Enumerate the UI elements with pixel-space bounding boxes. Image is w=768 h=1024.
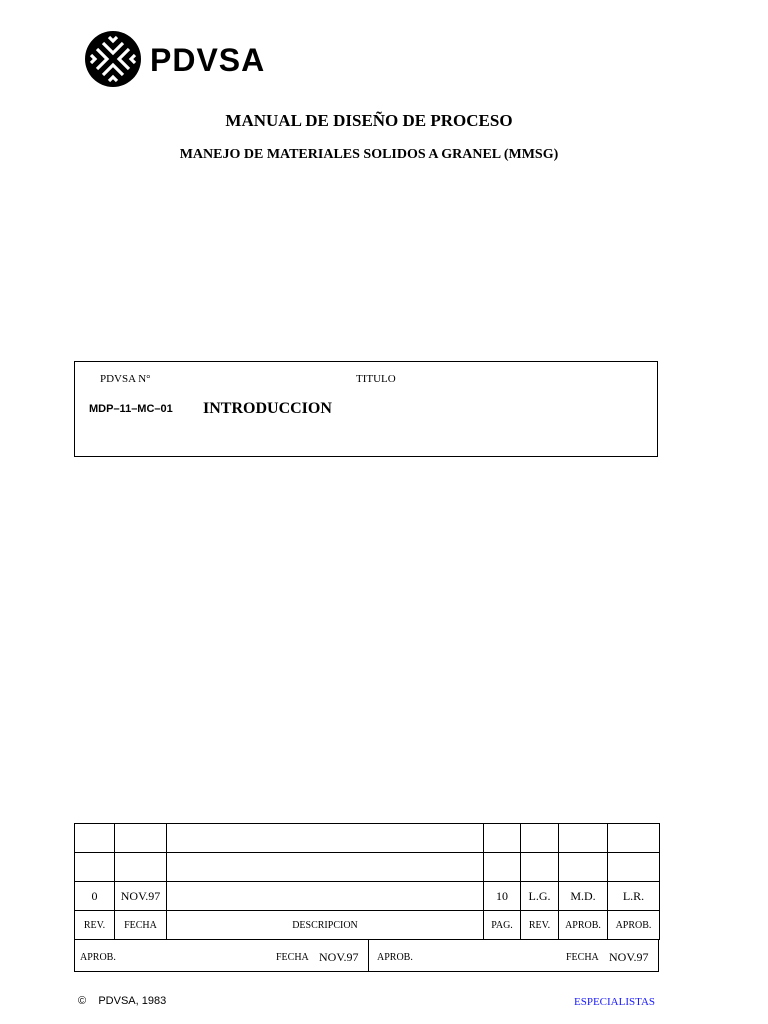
document-title-label: TITULO bbox=[356, 373, 396, 385]
approval-right-label: APROB. bbox=[377, 952, 413, 963]
revision-date: NOV.97 bbox=[115, 882, 167, 911]
column-header: DESCRIPCION bbox=[167, 911, 484, 940]
approval-left-label: APROB. bbox=[80, 952, 116, 963]
column-header: APROB. bbox=[559, 911, 608, 940]
table-cell bbox=[75, 824, 115, 853]
table-row bbox=[75, 882, 660, 911]
table-cell bbox=[484, 824, 521, 853]
table-row bbox=[75, 853, 660, 882]
table-cell bbox=[75, 853, 115, 882]
revision-table bbox=[74, 823, 660, 940]
table-header-row bbox=[75, 911, 660, 940]
approval-right-date: NOV.97 bbox=[609, 950, 649, 964]
column-header: PAG. bbox=[484, 911, 521, 940]
approval-right-date-label: FECHA bbox=[566, 952, 599, 963]
revision-reviewer: L.G. bbox=[521, 882, 559, 911]
revision-description bbox=[167, 882, 484, 911]
column-header: FECHA bbox=[115, 911, 167, 940]
column-header: REV. bbox=[521, 911, 559, 940]
table-cell bbox=[115, 824, 167, 853]
brand-name: PDVSA bbox=[150, 42, 266, 78]
table-cell bbox=[608, 824, 660, 853]
table-cell bbox=[115, 853, 167, 882]
table-cell bbox=[521, 853, 559, 882]
approval-left-date: NOV.97 bbox=[319, 950, 359, 964]
revision-approver-2: L.R. bbox=[608, 882, 660, 911]
column-header: REV. bbox=[75, 911, 115, 940]
table-cell bbox=[559, 853, 608, 882]
revision-approver-1: M.D. bbox=[559, 882, 608, 911]
approval-divider bbox=[368, 940, 369, 972]
table-cell bbox=[559, 824, 608, 853]
table-cell bbox=[608, 853, 660, 882]
document-number-label: PDVSA N° bbox=[100, 373, 151, 385]
manual-subtitle: MANEJO DE MATERIALES SOLIDOS A GRANEL (MMSG) bbox=[179, 147, 559, 162]
column-header: APROB. bbox=[608, 911, 660, 940]
table-row bbox=[75, 824, 660, 853]
document-title: INTRODUCCION bbox=[203, 400, 332, 417]
revision-pages: 10 bbox=[484, 882, 521, 911]
document-number: MDP–11–MC–01 bbox=[89, 403, 173, 415]
table-cell bbox=[521, 824, 559, 853]
manual-title: MANUAL DE DISEÑO DE PROCESO bbox=[225, 111, 513, 130]
table-cell bbox=[167, 853, 484, 882]
table-cell bbox=[167, 824, 484, 853]
approval-left-date-label: FECHA bbox=[276, 952, 309, 963]
specialists-link[interactable]: ESPECIALISTAS bbox=[574, 996, 656, 1008]
revision-number: 0 bbox=[75, 882, 115, 911]
copyright-notice: © PDVSA, 1983 bbox=[78, 995, 167, 1007]
table-cell bbox=[484, 853, 521, 882]
